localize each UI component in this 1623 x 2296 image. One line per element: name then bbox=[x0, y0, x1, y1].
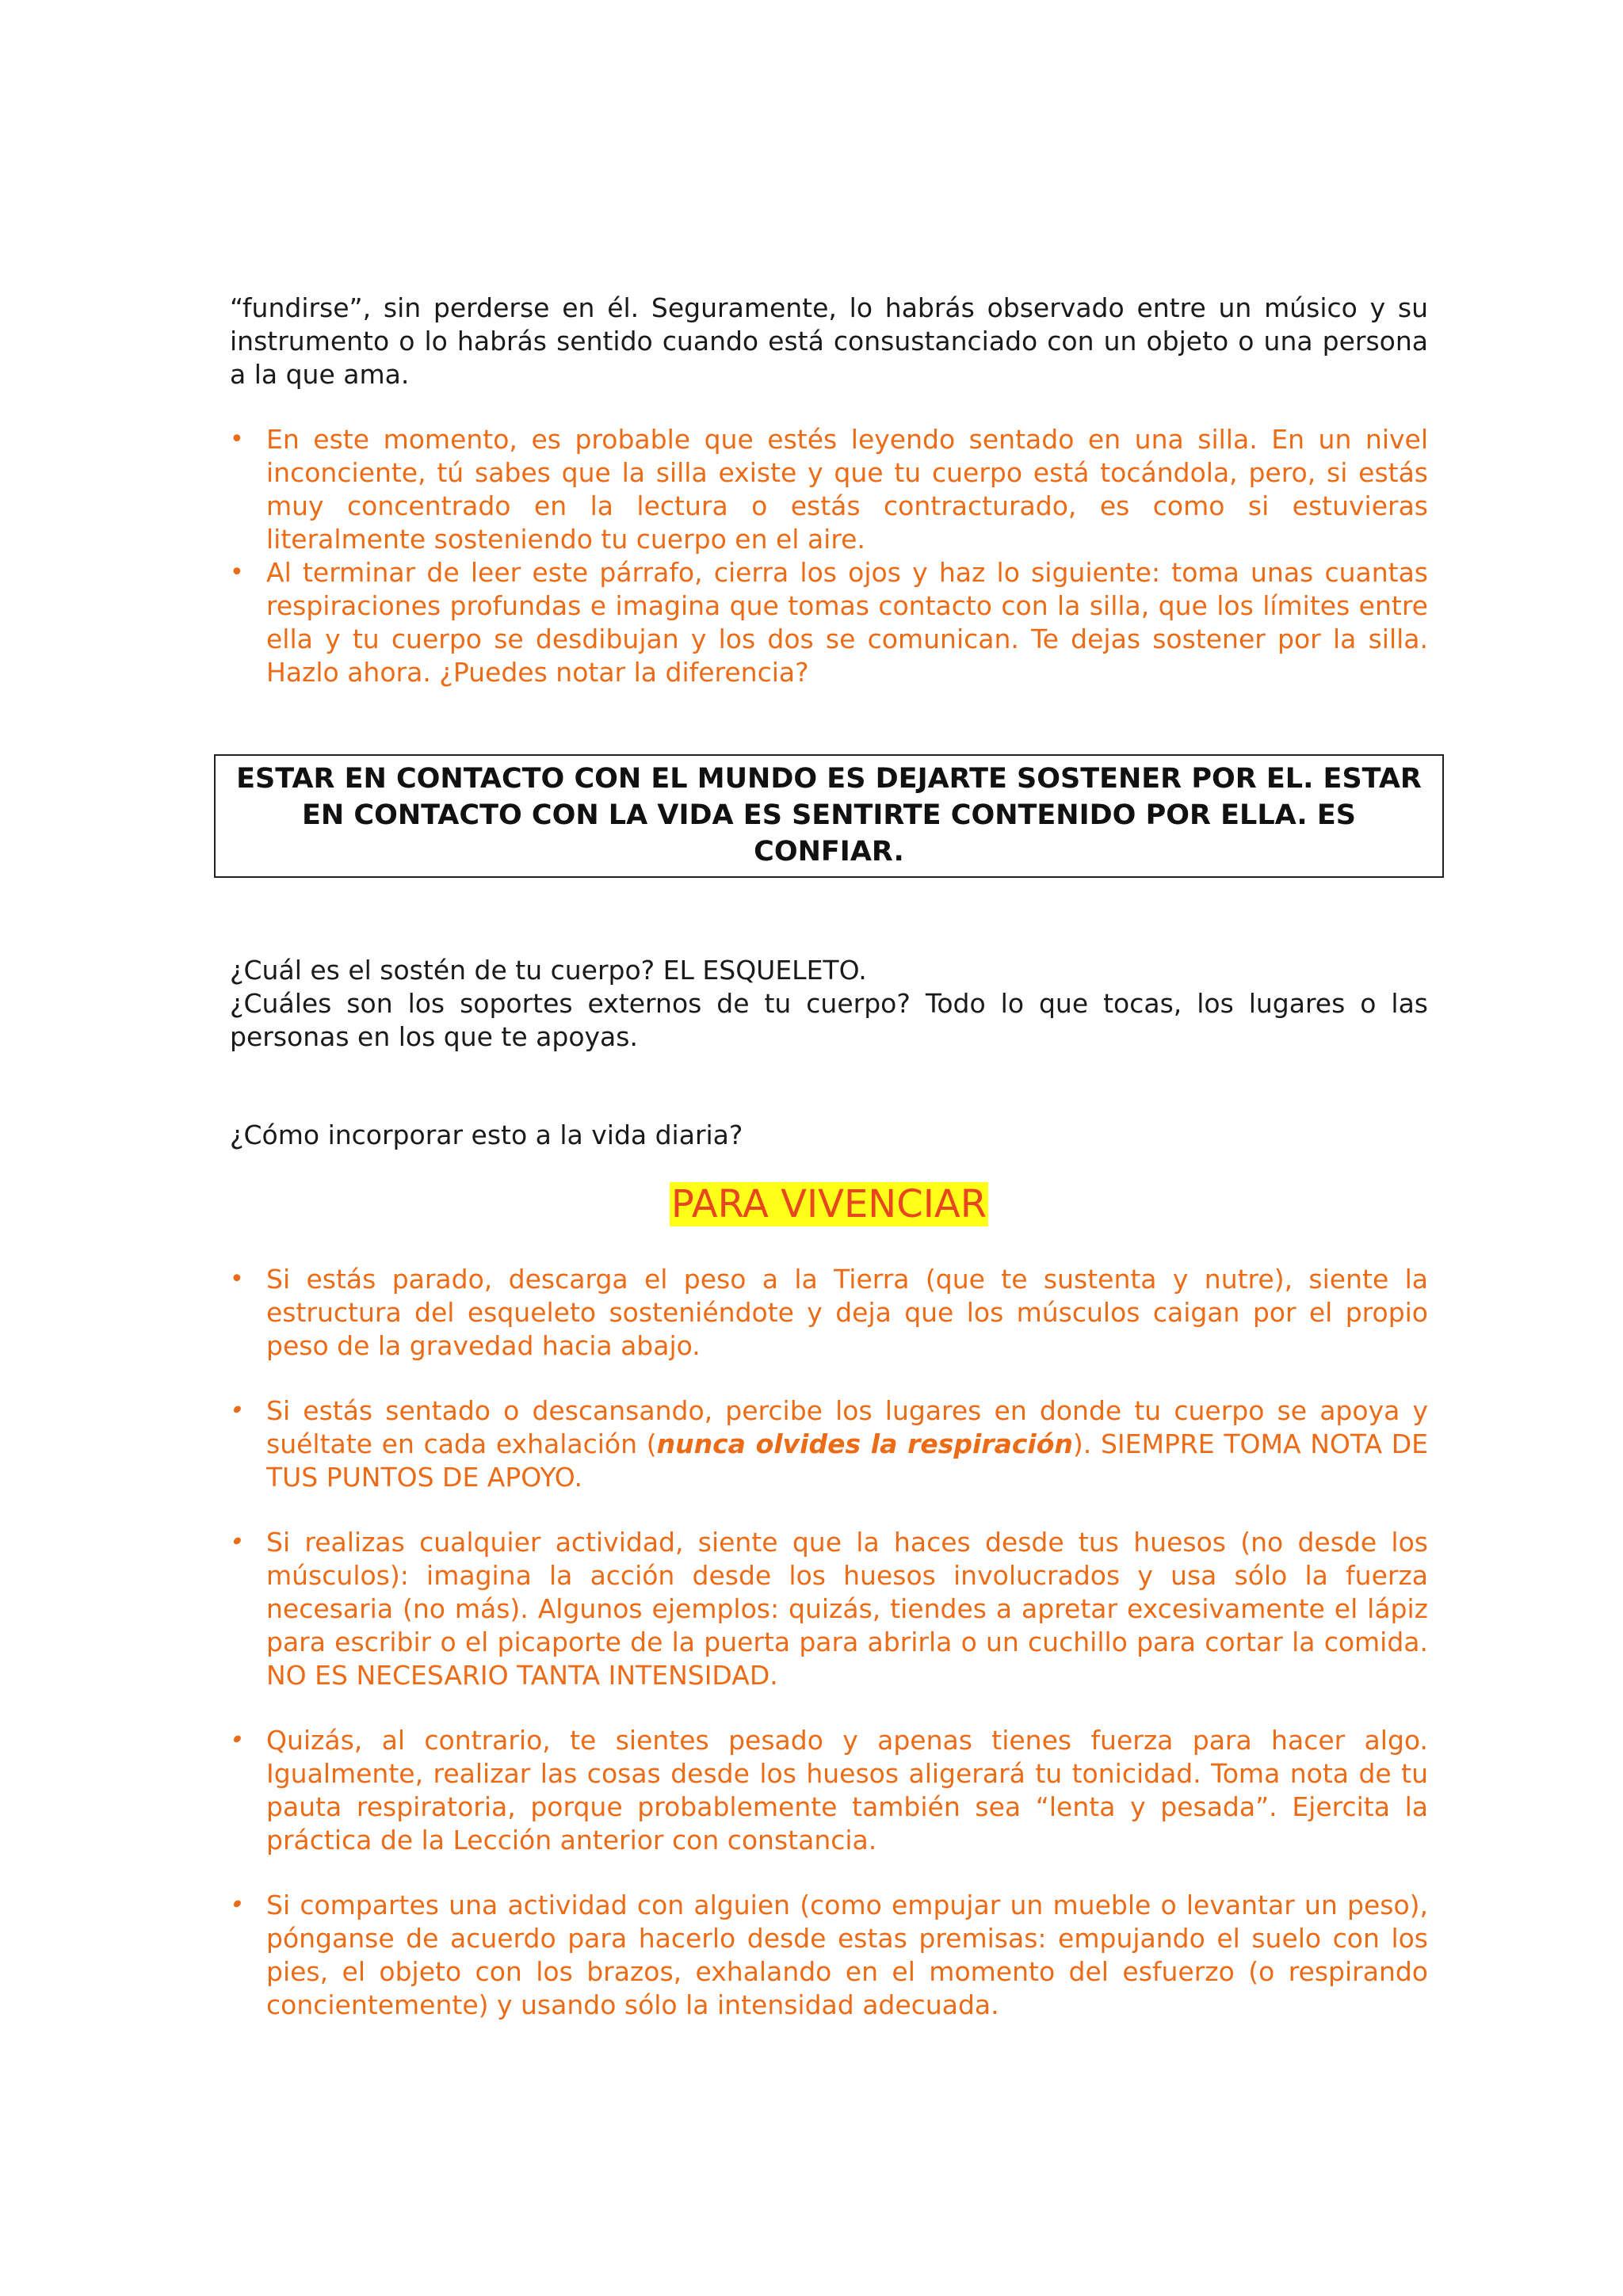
bullet-icon bbox=[230, 1263, 254, 1296]
list-item-text: Al terminar de leer este párrafo, cierra los ojos y haz lo siguiente: toma unas cuantas respiraciones profundas e imagina que tomas contacto con la silla, que los límites entre ella y tu cuerpo se desdibujan y los dos se comunican. Te dejas sostener por la silla. Hazlo ahora. ¿Puedes notar la diferencia? bbox=[266, 557, 1428, 688]
spacer bbox=[230, 878, 1428, 954]
list-item bbox=[230, 423, 1428, 556]
daily-life-question: ¿Cómo incorporar esto a la vida diaria? bbox=[230, 1119, 743, 1150]
spacer bbox=[230, 1152, 1428, 1180]
qa-line-1: ¿Cuál es el sostén de tu cuerpo? EL ESQUELETO. bbox=[230, 955, 867, 986]
spacer bbox=[230, 1228, 1428, 1263]
bullet-icon bbox=[230, 423, 254, 456]
bullet-icon bbox=[230, 1889, 254, 1922]
spacer bbox=[230, 1857, 1428, 1889]
spacer bbox=[230, 689, 1428, 754]
bullet-icon bbox=[230, 1394, 254, 1428]
boxed-statement: ESTAR EN CONTACTO CON EL MUNDO ES DEJARTE SOSTENER POR EL. ESTAR EN CONTACTO CON LA VIDA ES SENTIRTE CONTENIDO POR ELLA. ES CONFIAR. bbox=[214, 754, 1444, 878]
spacer bbox=[230, 1363, 1428, 1394]
qa-line-2: ¿Cuáles son los soportes externos de tu cuerpo? Todo lo que tocas, los lugares o las personas en los que te apoyas. bbox=[230, 988, 1428, 1052]
emphasis-text: nunca olvides la respiración bbox=[656, 1428, 1073, 1459]
bullet-icon bbox=[230, 556, 254, 589]
spacer bbox=[230, 391, 1428, 423]
list-item-text: Si realizas cualquier actividad, siente que la haces desde tus huesos (no desde los músculos): imagina la acción desde los huesos involucrados y usa sólo la fuerza necesaria (no más). Algunos ejemplos: quizás, tiendes a apretar excesivamente el lápiz para escribir o el picaporte de la puerta para abrirla o un cuchillo para cortar la comida. NO ES NECESARIO TANTA INTENSIDAD. bbox=[266, 1527, 1428, 1691]
list-item bbox=[230, 556, 1428, 689]
list-item-text: En este momento, es probable que estés leyendo sentado en una silla. En un nivel inconciente, tú sabes que la silla existe y que tu cuerpo está tocándola, pero, si estás muy concentrado en la lectura o estás contracturado, es como si estuvieras literalmente sosteniendo tu cuerpo en el aire. bbox=[266, 424, 1428, 555]
bullet-icon bbox=[230, 1526, 254, 1559]
list-item bbox=[230, 1889, 1428, 2022]
list-item-text: Si estás parado, descarga el peso a la Tierra (que te sustenta y nutre), siente la estructura del esqueleto sosteniéndote y deja que los músculos caigan por el propio peso de la gravedad hacia abajo. bbox=[266, 1264, 1428, 1361]
list-item-text: ). SIEMPRE TOMA NOTA DE TUS PUNTOS DE APOYO. bbox=[266, 1428, 1429, 1493]
list-item-text: Si estás sentado o descansando, percibe los lugares en donde tu cuerpo se apoya y suéltate en cada exhalación ( bbox=[266, 1395, 1428, 1459]
spacer bbox=[230, 1054, 1428, 1119]
list-item-text: Si compartes una actividad con alguien (como empujar un mueble o levantar un peso), pónganse de acuerdo para hacerlo desde estas premisas: empujando el suelo con los pies, el objeto con los brazos, exhalando en el momento del esfuerzo (o respirando concientemente) y usando sólo la intensidad adecuada. bbox=[266, 1890, 1428, 2020]
list-item bbox=[230, 1526, 1428, 1692]
spacer bbox=[230, 1494, 1428, 1526]
section-title bbox=[230, 1180, 1428, 1228]
bullet-icon bbox=[230, 1724, 254, 1757]
intro-paragraph: “fundirse”, sin perderse en él. Seguramente, lo habrás observado entre un músico y su instrumento o lo habrás sentido cuando está consustanciado con un objeto o una persona a la que ama. bbox=[230, 292, 1428, 390]
list-item-text: Quizás, al contrario, te sientes pesado y apenas tienes fuerza para hacer algo. Igualmente, realizar las cosas desde los huesos aligerará tu tonicidad. Toma nota de tu pauta respiratoria, porque probablemente también sea “lenta y pesada”. Ejercita la práctica de la Lección anterior con constancia. bbox=[266, 1725, 1428, 1855]
practice-list bbox=[230, 1263, 1428, 2022]
spacer bbox=[230, 1692, 1428, 1724]
list-item bbox=[230, 1394, 1428, 1494]
section-title-text: PARA VIVENCIAR bbox=[670, 1182, 987, 1226]
list-item bbox=[230, 1263, 1428, 1363]
list-item bbox=[230, 1724, 1428, 1857]
first-bullet-list bbox=[230, 423, 1428, 689]
document-page bbox=[230, 292, 1428, 2022]
